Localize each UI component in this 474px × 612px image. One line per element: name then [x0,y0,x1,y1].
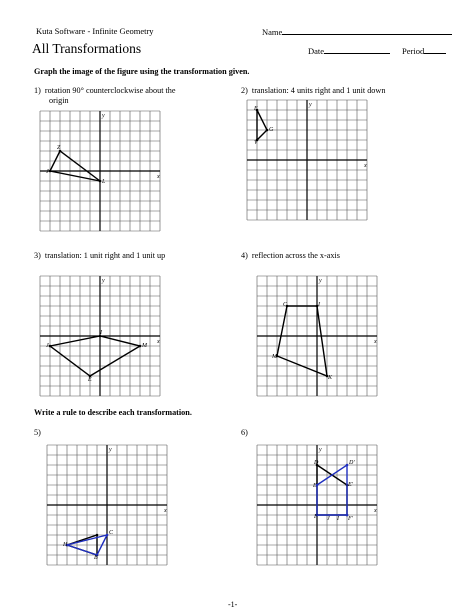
section2-instruction: Write a rule to describe each transformation. [34,408,192,417]
vertex-label: J [46,169,49,175]
problem-2-number: 2) [241,86,248,95]
vertex-label: C [283,302,288,308]
date-line [324,45,390,54]
vertex-label: G [269,127,274,133]
section1-instruction: Graph the image of the figure using the transformation given. [34,67,250,76]
y-axis-label: y [319,278,322,284]
vertex-label: E' [348,482,353,488]
vertex-label: D [314,460,319,466]
x-axis-label: x [164,508,167,514]
problem-4-text [241,251,340,261]
vertex-point [49,345,52,348]
vertex-point [49,170,52,173]
vertex-label: C [109,530,114,536]
period-field[interactable] [402,45,446,56]
name-label: Name [262,27,283,37]
problem-3-description: translation: 1 unit right and 1 unit up [44,251,166,260]
vertex-label: B [94,555,98,561]
image-polygon [317,465,347,515]
vertex-point [139,345,142,348]
figure-polygon [277,306,327,376]
vertex-point [99,180,102,183]
vertex-label: Z [57,145,61,151]
problem-1-text [34,86,176,105]
y-axis-label: y [319,447,322,453]
vertex-label: E [313,483,317,489]
x-axis-label: x [157,174,160,180]
problem-1-description: rotation 90° counterclockwise about the [44,86,176,95]
y-axis-label: y [102,113,105,119]
vertex-label: M [142,343,147,349]
vertex-label: K [328,375,333,381]
problem-4-number: 4) [241,251,248,260]
figure-polygon [257,110,267,140]
software-name: Kuta Software - Infinite Geometry [36,26,154,36]
x-axis-label: x [374,508,377,514]
vertex-label: F' [348,516,353,522]
problem-5-number: 5) [34,428,41,437]
page-number: -1- [228,600,238,609]
graph-problem-5[interactable] [47,445,167,565]
name-line [282,26,452,35]
vertex-point [266,129,269,132]
date-field[interactable] [308,45,390,56]
problem-3-number: 3) [34,251,41,260]
y-axis-label: y [102,278,105,284]
name-field[interactable] [262,26,452,37]
page-title: All Transformations [32,41,142,56]
graph-problem-1[interactable] [40,111,160,231]
problem-4-description: reflection across the x-axis [251,251,340,260]
figure-polygon [317,465,347,515]
x-axis-label: x [157,339,160,345]
problem-1-number: 1) [34,86,41,95]
vertex-point [96,534,99,537]
vertex-label: J [327,516,330,522]
vertex-label: I [318,302,320,308]
vertex-label: M [272,354,277,360]
problem-2-text [241,86,385,96]
y-axis-label: y [309,102,312,108]
vertex-label: J [46,343,49,349]
vertex-point [346,464,349,467]
problem-2-description: translation: 4 units right and 1 unit down [251,86,386,95]
problem-3-text [34,251,165,261]
graph-problem-3[interactable] [40,276,160,396]
vertex-label: V [254,140,258,146]
y-axis-label: y [109,447,112,453]
vertex-label: I [100,330,102,336]
graph-problem-2[interactable] [247,100,367,220]
vertex-label: E [88,377,92,383]
vertex-point [106,534,109,537]
problem-1-description-line2: origin [49,95,69,105]
x-axis-label: x [364,163,367,169]
vertex-label: I [337,516,339,522]
vertex-label: E [254,106,258,112]
problem-6-number: 6) [241,428,248,437]
figure-polygon [50,151,100,181]
graph-problem-4[interactable] [257,276,377,396]
vertex-label: L [102,179,106,185]
period-label: Period [402,46,425,56]
vertex-label: D' [349,460,355,466]
vertex-label: F [314,514,318,520]
vertex-label: H [63,542,68,548]
period-line [424,45,446,54]
graph-problem-6[interactable] [257,445,377,565]
date-label: Date [308,46,325,56]
x-axis-label: x [374,339,377,345]
